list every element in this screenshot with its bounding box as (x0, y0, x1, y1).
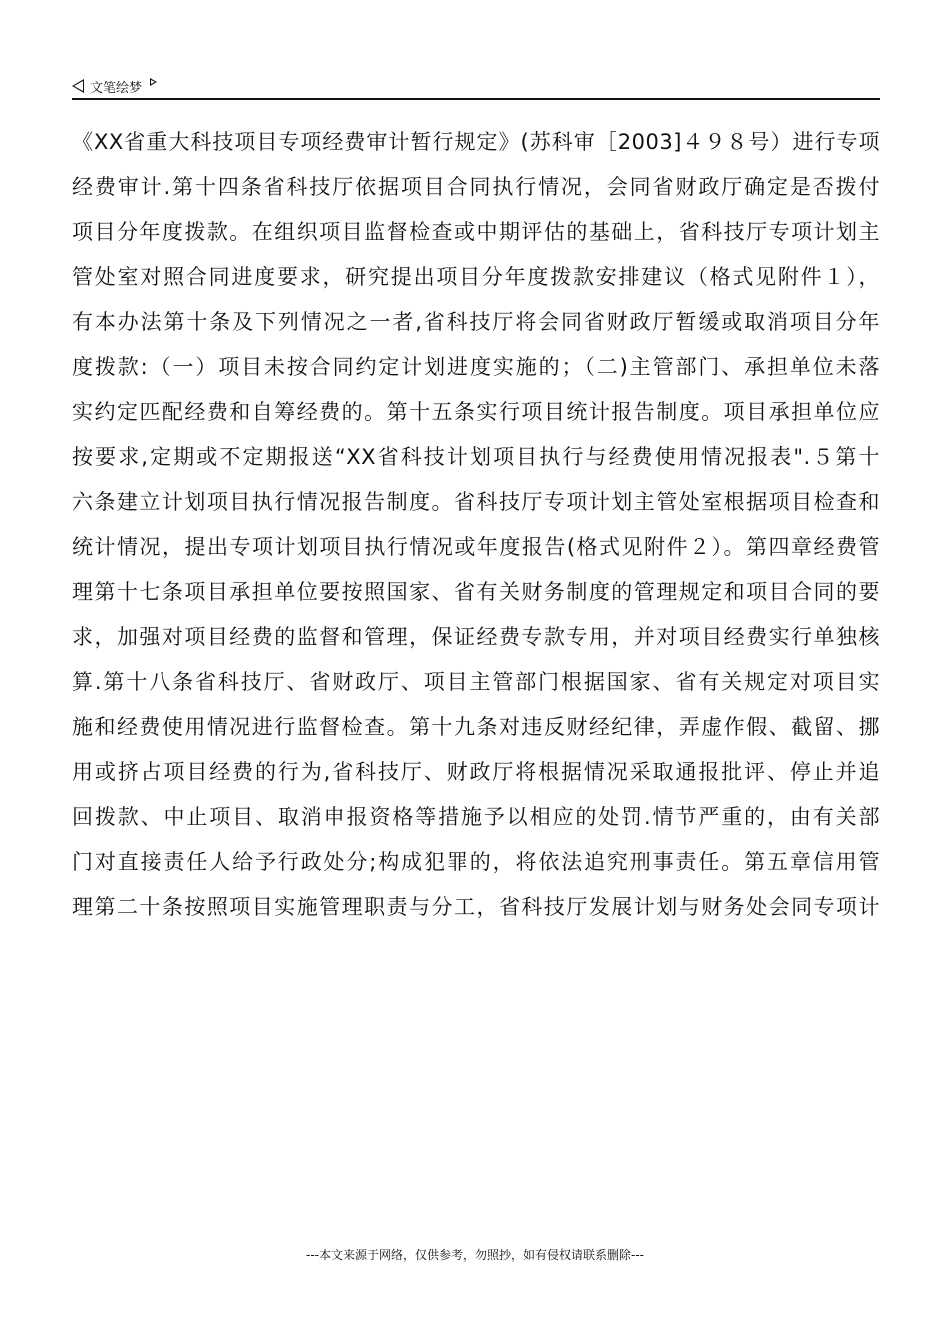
body-line: 实约定匹配经费和自筹经费的。第十五条实行项目统计报告制度。项目承担单位应 (72, 400, 880, 424)
page-header (72, 74, 880, 98)
triangle-left-icon (72, 79, 84, 93)
body-line: 按要求,定期或不定期报送“XX省科技计划项目执行与经费使用情况报表".５第十 (72, 445, 880, 469)
body-line: 回拨款、中止项目、取消申报资格等措施予以相应的处罚.情节严重的，由有关部 (72, 805, 880, 829)
body-line: 管处室对照合同进度要求，研究提出项目分年度拨款安排建议（格式见附件１）， (72, 265, 880, 289)
document-body (72, 120, 880, 930)
body-line: 门对直接责任人给予行政处分;构成犯罪的，将依法追究刑事责任。第五章信用管 (72, 850, 880, 874)
body-line: 求，加强对项目经费的监督和管理，保证经费专款专用，并对项目经费实行单独核 (72, 625, 880, 649)
body-line: 理第十七条项目承担单位要按照国家、省有关财务制度的管理规定和项目合同的要 (72, 580, 880, 604)
body-line: 有本办法第十条及下列情况之一者,省科技厅将会同省财政厅暂缓或取消项目分年 (72, 310, 880, 334)
body-line: 理第二十条按照项目实施管理职责与分工，省科技厅发展计划与财务处会同专项计 (72, 895, 880, 919)
body-line: 施和经费使用情况进行监督检查。第十九条对违反财经纪律，弄虚作假、截留、挪 (72, 715, 880, 739)
body-line: 算.第十八条省科技厅、省财政厅、项目主管部门根据国家、省有关规定对项目实 (72, 670, 880, 694)
body-line: 用或挤占项目经费的行为,省科技厅、财政厅将根据情况采取通报批评、停止并追 (72, 760, 880, 784)
body-line: 《XX省重大科技项目专项经费审计暂行规定》(苏科审［2003]４９８号）进行专项 (72, 130, 880, 154)
header-rule (72, 98, 880, 100)
footer-disclaimer: ---本文来源于网络，仅供参考，勿照抄，如有侵权请联系删除--- (306, 1248, 644, 1262)
body-line: 项目分年度拨款。在组织项目监督检查或中期评估的基础上，省科技厅专项计划主 (72, 220, 880, 244)
header-title: 文笔绘梦 (90, 80, 143, 96)
body-line: 度拨款:（一）项目未按合同约定计划进度实施的；（二)主管部门、承担单位未落 (72, 355, 880, 379)
body-line: 经费审计.第十四条省科技厅依据项目合同执行情况，会同省财政厅确定是否拨付 (72, 175, 880, 199)
body-line: 六条建立计划项目执行情况报告制度。省科技厅专项计划主管处室根据项目检查和 (72, 490, 880, 514)
body-line: 统计情况，提出专项计划项目执行情况或年度报告(格式见附件２）。第四章经费管 (72, 535, 880, 559)
triangle-right-icon (150, 78, 157, 86)
